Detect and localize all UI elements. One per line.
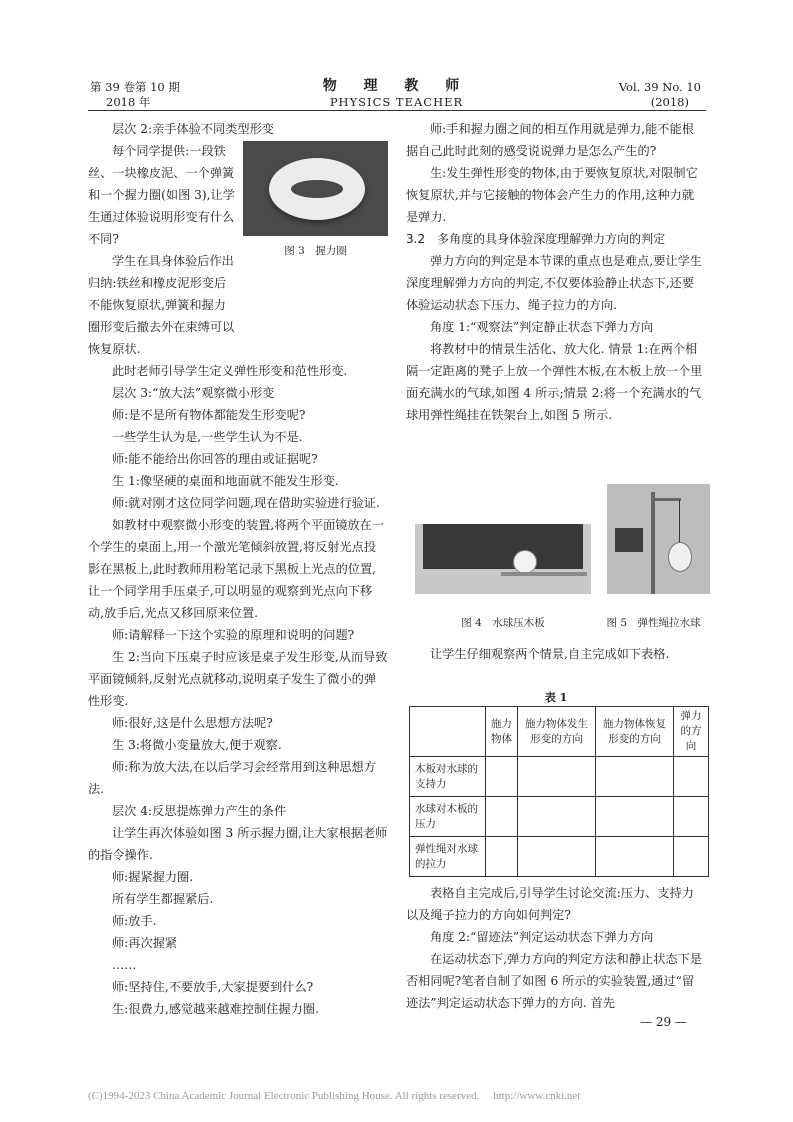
table-cell [596,837,674,877]
right-column-mid [406,643,706,665]
paragraph: 弹力方向的判定是本节课的重点也是难点,要让学生深度理解弹力方向的判定,不仅要体验静止状态下,还要体验运动状态下压力、绳子拉力的方向. [406,254,702,312]
section-heading: 3.2 多角度的具身体验深度理解弹力方向的判定 [406,232,666,246]
plank-image [501,572,587,576]
volume-label-en: Vol. 39 No. 10 [618,80,701,94]
paragraph: 让学生仔细观察两个情景,自主完成如下表格. [430,647,670,661]
header-rule [88,110,706,111]
paragraph: 此时老师引导学生定义弹性形变和范性形变. [112,364,348,378]
table-cell: 木板对水球的支持力 [410,757,486,797]
table-cell [674,797,709,837]
paragraph: 让学生再次体验如图 3 所示握力圈,让大家根据老师的指令操作. [88,826,388,862]
table-row [410,837,709,877]
year-label-en: (2018) [650,95,689,109]
stand-pole-image [651,492,655,594]
paragraph: 将教材中的情景生活化、放大化. 情景 1:在两个相隔一定距离的凳子上放一个弹性木板,在木板上放一个里面充满水的气球,如图 4 所示;情景 2:将一个充满水的气球用弹性绳挂在铁架台上,如图 5 所示. [406,342,703,422]
table-header: 施力物体恢复形变的方向 [596,707,674,757]
figure-3-caption: 图 3 握力圈 [284,245,347,257]
table-cell [518,797,596,837]
paragraph: 师:握紧握力圈. [112,870,194,884]
heading-level-3: 层次 3:“放大法”观察微小形变 [112,386,275,400]
paragraph: 师:能不能给出你回答的理由或证据呢? [112,452,318,466]
heading-level-2: 层次 2:亲手体验不同类型形变 [112,122,274,136]
table-header: 施力物体 [486,707,518,757]
table-cell [674,757,709,797]
journal-title-cn: 物 理 教 师 [322,78,471,94]
volume-label: 第 39 卷第 10 期 [90,80,180,94]
right-column [406,118,706,426]
table-header: 施力物体发生形变的方向 [518,707,596,757]
stand-arm-image [651,498,681,501]
blackboard-image [615,528,643,552]
paragraph: 师:很好,这是什么思想方法呢? [112,716,273,730]
paragraph: 师:再次握紧 [112,936,178,950]
table-row [410,797,709,837]
header-right [619,80,701,110]
grip-ring-image [269,158,365,220]
paragraph: 表格自主完成后,引导学生讨论交流:压力、支持力以及绳子拉力的方向如何判定? [406,886,694,922]
table-row [410,757,709,797]
elastic-rope-photo [607,484,710,594]
paragraph: 生 3:将微小变量放大,便于观察. [112,738,282,752]
subheading: 角度 2:“留迹法”判定运动状态下弹力方向 [430,930,654,944]
water-balloon-image [513,550,537,574]
figure-3 [243,141,388,258]
table-cell [518,837,596,877]
water-ball-board-photo [415,524,591,594]
paragraph: …… [112,958,137,972]
grip-ring-photo [243,141,388,236]
paragraph: 生 1:像坚硬的桌面和地面就不能发生形变. [112,474,339,488]
table-header-row [410,707,709,757]
table-cell [518,757,596,797]
figure-5-caption: 图 5 弹性绳拉水球 [606,617,701,629]
paragraph-text: 学生在具身体验后作出归纳:铁丝和橡皮泥形变后不能恢复原状,弹簧和握力圈形变后撤去外在束缚可以恢复原状. [88,254,235,356]
table-cell: 水球对木板的压力 [410,797,486,837]
table-cell [486,837,518,877]
table-cell [486,797,518,837]
paragraph: 生:很费力,感觉越来越难控制住握力圈. [112,1002,319,1016]
paragraph: 每个同学提供:一段铁丝、一块橡皮泥、一个弹簧和一个握力圈(如图 3),让学生通过体验说明形变有什么不同? [88,144,235,246]
paragraph: 在运动状态下,弹力方向的判定方法和静止状态下是否相同呢?笔者自制了如图 6 所示的实验装置,通过“留迹法”判定运动状态下弹力的方向. 首先 [406,952,702,1010]
copyright-notice: (C)1994-2023 China Academic Journal Electronic Publishing House. All rights reserved. http://www.cnki.net [88,1090,581,1102]
elastic-rope-image [679,500,680,546]
heading-level-4: 层次 4:反思提炼弹力产生的条件 [112,804,287,818]
table-cell [486,757,518,797]
paragraph [88,250,238,360]
journal-title-en: PHYSICS TEACHER [329,95,464,109]
paragraph: 师:就对刚才这位同学问题,现在借助实验进行验证. [112,496,380,510]
paragraph: 师:是不是所有物体都能发生形变呢? [112,408,306,422]
paragraph: 生 2:当向下压桌子时应该是桌子发生形变,从而导致平面镜倾斜,反射光点就移动,说明桌子发生了微小的弹性形变. [88,650,388,708]
year-label: 2018 年 [106,95,151,109]
table-cell [674,837,709,877]
paragraph: 如教材中观察微小形变的装置,将两个平面镜放在一个学生的桌面上,用一个激光笔倾斜放置,将反射光点投影在黑板上,此时教师用粉笔记录下黑板上光点的位置,让一个同学用手压桌子,可以明显的观察到光点向下移动,放手后,光点又移回原来位置. [88,518,384,620]
right-column-bottom [406,882,706,1014]
data-table [409,706,709,877]
table-header [410,707,486,757]
table-title: 表 1 [544,691,568,704]
paragraph: 生:发生弹性形变的物体,由于要恢复原状,对限制它恢复原状,并与它接触的物体会产生力的作用,这种力就是弹力. [406,166,698,224]
blackboard-image [423,524,583,569]
table-cell [596,797,674,837]
page-number: — 29 — [640,1015,687,1029]
paragraph: 一些学生认为是,一些学生认为不是. [112,430,303,444]
paragraph: 师:放手. [112,914,157,928]
table-header: 弹力的方向 [674,707,709,757]
paragraph: 师:称为放大法,在以后学习会经常用到这种思想方法. [88,760,376,796]
subheading: 角度 1:“观察法”判定静止状态下弹力方向 [430,320,654,334]
paragraph: 师:请解释一下这个实验的原理和说明的问题? [112,628,355,642]
paragraph: 师:坚持住,不要放手,大家提要到什么? [112,980,314,994]
paragraph: 师:手和握力圈之间的相互作用就是弹力,能不能根据自己此时此刻的感受说说弹力是怎么产生的? [406,122,694,158]
table-cell: 弹性绳对水球的拉力 [410,837,486,877]
figure-row [415,484,710,594]
paragraph: 所有学生都握紧后. [112,892,214,906]
water-balloon-image [668,542,692,572]
figure-4-caption: 图 4 水球压木板 [461,617,545,629]
table-cell [596,757,674,797]
